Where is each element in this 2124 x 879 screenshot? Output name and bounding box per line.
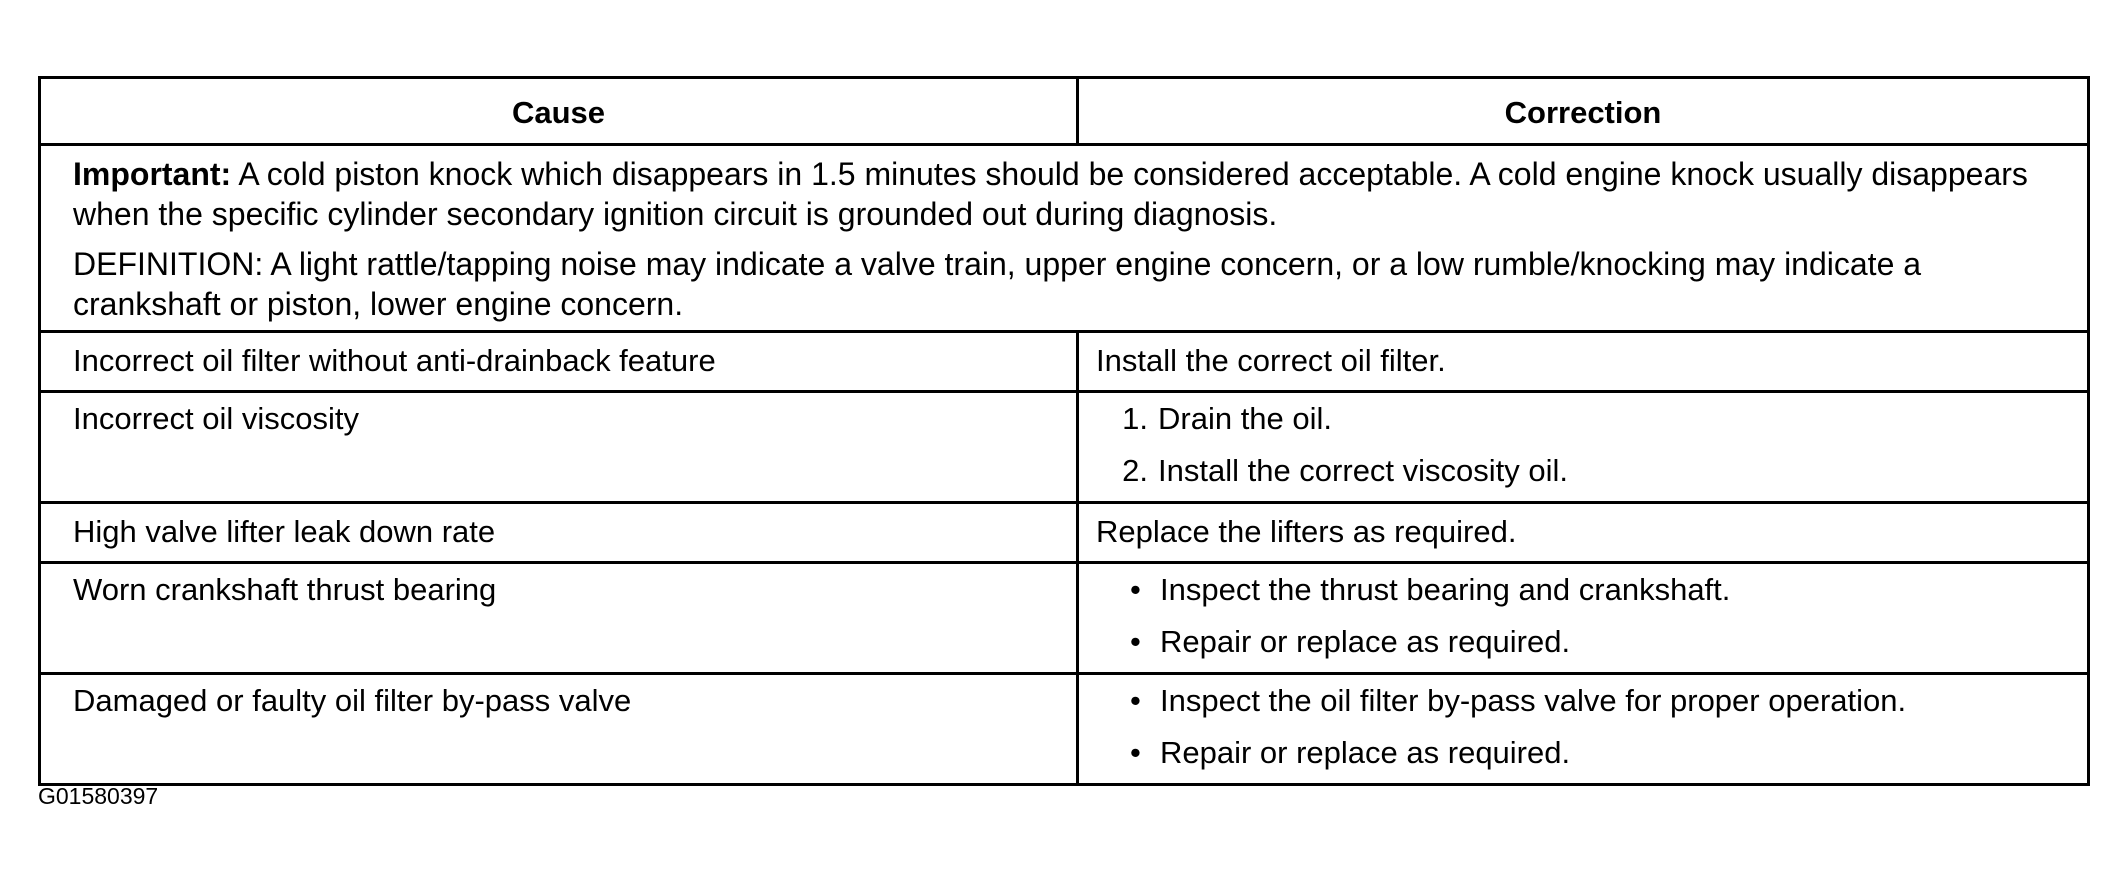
figure-id: G01580397 [38, 783, 159, 809]
correction-cell [1079, 675, 2087, 783]
step-text: Repair or replace as required. [1160, 735, 1571, 770]
table-row [41, 501, 2087, 561]
correction-step [1096, 622, 2087, 674]
header-cause: Cause [41, 79, 1079, 143]
correction-step [1096, 733, 2087, 785]
note-block [41, 146, 2087, 330]
step-text: Drain the oil. [1158, 401, 1333, 436]
table-row [41, 561, 2087, 672]
correction-cell: Replace the lifters as required. [1096, 514, 1517, 549]
correction-step [1096, 399, 2087, 451]
table-row [41, 672, 2087, 783]
table-header-row [41, 79, 2087, 143]
bullet-icon: • [1130, 624, 1141, 659]
header-correction: Correction [1504, 95, 1662, 130]
cause-cell: High valve lifter leak down rate [41, 504, 1079, 561]
correction-cell [1079, 393, 2087, 501]
cause-cell: Worn crankshaft thrust bearing [41, 564, 1079, 672]
important-note [73, 154, 2055, 234]
bullet-icon: • [1130, 572, 1141, 607]
table-row [41, 330, 2087, 390]
correction-step [1096, 451, 2087, 503]
cause-cell: Damaged or faulty oil filter by-pass valve [41, 675, 1079, 783]
definition-note: DEFINITION: A light rattle/tapping noise may indicate a valve train, upper engine concern, or a low rumble/knocking may indicate a crankshaft or piston, lower engine concern. [73, 246, 1922, 322]
cause-cell: Incorrect oil viscosity [41, 393, 1079, 501]
bullet-icon: • [1130, 735, 1141, 770]
step-text: Inspect the oil filter by-pass valve for proper operation. [1160, 683, 1907, 718]
step-number: 2. [1122, 453, 1148, 488]
note-row [41, 143, 2087, 330]
correction-cell: Install the correct oil filter. [1096, 343, 1446, 378]
cause-cell: Incorrect oil filter without anti-drainback feature [41, 333, 1079, 390]
step-number: 1. [1122, 401, 1148, 436]
bullet-icon: • [1130, 683, 1141, 718]
important-text: A cold piston knock which disappears in 1.5 minutes should be considered acceptable. A cold engine knock usually disappears when the specific cylinder secondary ignition circuit is grounded out during diagnosis. [73, 156, 2028, 232]
diagnostic-table [38, 76, 2090, 786]
step-text: Inspect the thrust bearing and crankshaft. [1160, 572, 1731, 607]
table-row [41, 390, 2087, 501]
correction-step [1096, 570, 2087, 622]
step-text: Install the correct viscosity oil. [1158, 453, 1569, 488]
correction-step [1096, 681, 2087, 733]
important-label: Important: [73, 156, 232, 192]
correction-cell [1079, 564, 2087, 672]
step-text: Repair or replace as required. [1160, 624, 1571, 659]
